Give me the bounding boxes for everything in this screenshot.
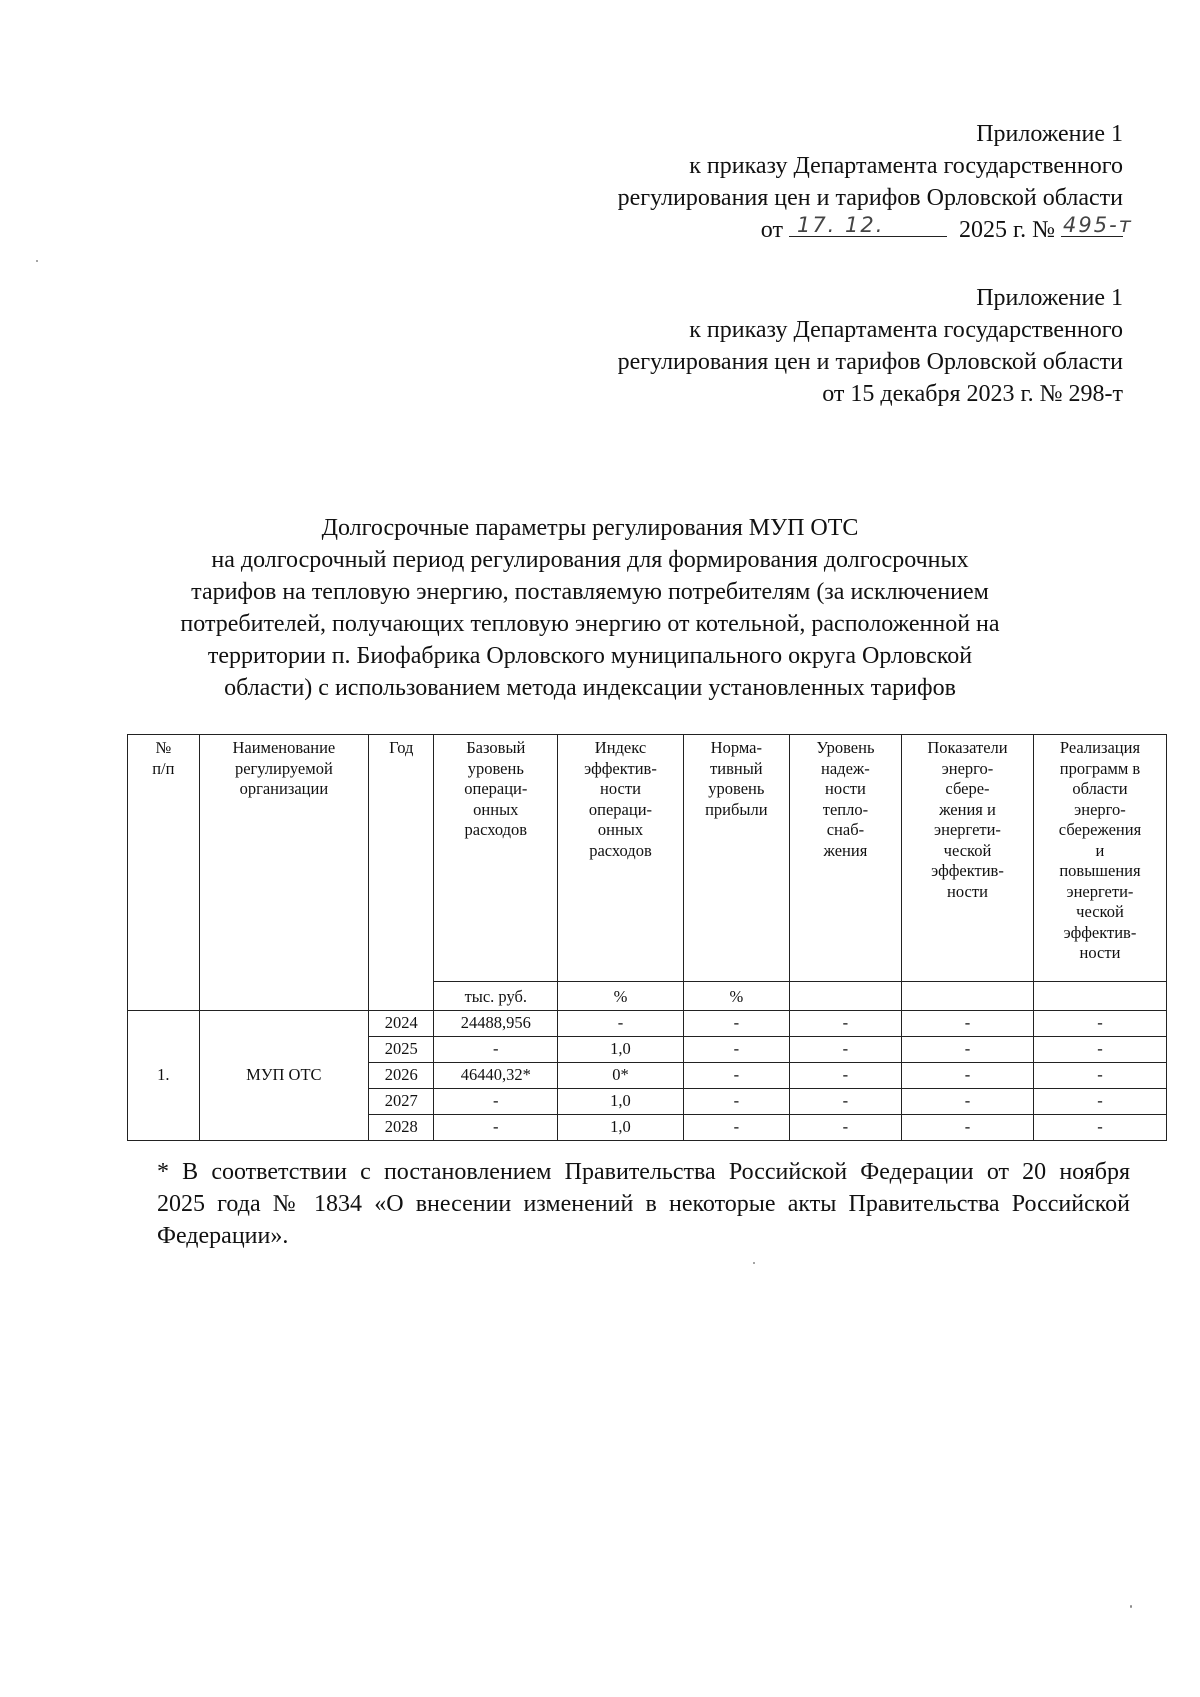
unit-programs [1033, 982, 1166, 1011]
year-text: 2025 г. № [958, 217, 1055, 243]
header-line: Показатели [927, 738, 1008, 757]
cell-profit: - [683, 1115, 789, 1141]
header-line: № [155, 738, 172, 757]
cell-programs: - [1033, 1063, 1166, 1089]
annex-current-line3: регулирования цен и тарифов Орловской области [617, 185, 1123, 211]
header-line: расходов [589, 840, 652, 860]
cell-energy: - [902, 1115, 1034, 1141]
scan-speck [36, 260, 38, 262]
cell-index: 0* [558, 1063, 684, 1089]
header-line: энерго- [941, 758, 994, 778]
cell-year: 2028 [369, 1115, 434, 1141]
title-line-4: потребителей, получающих тепловую энергию от котельной, расположенной на [180, 611, 1000, 637]
header-line: Наименование [232, 738, 336, 757]
header-line: Базовый [466, 738, 526, 757]
org-number: 1. [128, 1011, 200, 1141]
header-line: организации [239, 779, 329, 798]
cell-profit: - [683, 1037, 789, 1063]
header-line: жения [823, 840, 868, 860]
footnote-line-1: * В соответствии с постановлением Правительства Российской Федерации от 20 ноября [157, 1159, 1130, 1185]
cell-base: - [434, 1089, 558, 1115]
parameters-table [127, 734, 1167, 1141]
scan-speck [1130, 1605, 1132, 1608]
header-line: Реализация [1059, 738, 1141, 757]
cell-index: - [558, 1011, 684, 1037]
title-line-6: области) с использованием метода индексации установленных тарифов [224, 675, 956, 701]
cell-programs: - [1033, 1089, 1166, 1115]
unit-profit: % [683, 982, 789, 1011]
header-line: эффектив- [931, 861, 1004, 880]
cell-index: 1,0 [558, 1037, 684, 1063]
cell-programs: - [1033, 1011, 1166, 1037]
header-line: энергети- [1066, 881, 1134, 901]
header-line: тепло- [822, 799, 869, 819]
number-blank [1061, 213, 1133, 237]
cell-year: 2026 [369, 1063, 434, 1089]
header-line: операци- [464, 779, 528, 798]
title-line-1: Долгосрочные параметры регулирования МУП ОТС [321, 515, 859, 541]
scan-speck [753, 1262, 755, 1264]
cell-index: 1,0 [558, 1089, 684, 1115]
annex-original-block [618, 282, 1123, 410]
header-line: и [1095, 840, 1105, 860]
annex-original-line2: к приказу Департамента государственного [689, 317, 1123, 343]
document-title [140, 512, 1040, 704]
annex-original-line3: регулирования цен и тарифов Орловской области [617, 349, 1123, 375]
footnote-line-3: Федерации». [157, 1223, 289, 1249]
footnote [157, 1156, 1130, 1252]
cell-index: 1,0 [558, 1115, 684, 1141]
cell-year: 2027 [369, 1089, 434, 1115]
cell-base: - [434, 1037, 558, 1063]
cell-reliability: - [789, 1011, 901, 1037]
header-line: повышения [1059, 861, 1141, 880]
date-blank [789, 214, 947, 237]
header-line: онных [473, 799, 519, 819]
header-line: программ в [1059, 758, 1141, 778]
header-line: операци- [588, 799, 653, 819]
header-line: п/п [152, 758, 175, 778]
header-line: расходов [464, 820, 528, 839]
header-org [199, 735, 368, 1011]
header-line: сбережения [1058, 820, 1142, 839]
cell-year: 2024 [369, 1011, 434, 1037]
annex-current-title: Приложение 1 [976, 121, 1123, 147]
cell-profit: - [683, 1063, 789, 1089]
unit-base: тыс. руб. [434, 982, 558, 1011]
cell-energy: - [902, 1089, 1034, 1115]
annex-current-date-line [618, 213, 1133, 246]
header-profit-level [683, 735, 789, 982]
header-line: эффектив- [1063, 922, 1137, 942]
header-reliability [789, 735, 901, 982]
header-line: онных [597, 820, 644, 839]
cell-reliability: - [789, 1037, 901, 1063]
table-row [128, 1011, 1167, 1037]
handwritten-number: 495-т [1063, 213, 1133, 237]
cell-base: - [434, 1115, 558, 1141]
header-line: ности [600, 779, 641, 798]
header-line: Норма- [710, 738, 762, 757]
annex-current-block [617, 118, 1133, 246]
header-programs [1033, 735, 1166, 982]
cell-reliability: - [789, 1089, 901, 1115]
header-line: энерго- [1074, 799, 1126, 819]
footnote-line-2: 2025 года № 1834 «О внесении изменений в некоторые акты Правительства Российской [157, 1191, 1130, 1217]
header-line: жения и [939, 799, 996, 819]
title-line-5: территории п. Биофабрика Орловского муниципального округа Орловской [207, 643, 973, 669]
annex-original-line4: от 15 декабря 2023 г. № 298-т [822, 381, 1123, 407]
cell-profit: - [683, 1011, 789, 1037]
header-line: ности [947, 881, 988, 901]
header-line: регулируемой [234, 758, 333, 778]
header-line: ности [824, 779, 866, 798]
cell-base: 46440,32* [434, 1063, 558, 1089]
header-line: уровень [708, 779, 765, 798]
title-line-3: тарифов на тепловую энергию, поставляемую потребителям (за исключением [191, 579, 989, 605]
unit-reliability [789, 982, 901, 1011]
annex-original-title: Приложение 1 [976, 285, 1123, 311]
date-prefix: от [760, 217, 783, 243]
org-name: МУП ОТС [199, 1011, 368, 1141]
header-line: Индекс [594, 738, 647, 757]
cell-base: 24488,956 [434, 1011, 558, 1037]
header-line: Уровень [816, 738, 875, 757]
header-efficiency-index [558, 735, 684, 982]
header-line: эффектив- [584, 758, 657, 778]
table-header-row [128, 735, 1167, 982]
cell-programs: - [1033, 1115, 1166, 1141]
header-line: снаб- [826, 820, 865, 839]
header-line: ности [1079, 943, 1121, 962]
cell-profit: - [683, 1089, 789, 1115]
cell-reliability: - [789, 1063, 901, 1089]
header-line: прибыли [705, 799, 768, 819]
unit-energy [902, 982, 1034, 1011]
header-energy-saving [902, 735, 1034, 982]
header-line: области [1072, 779, 1128, 798]
cell-programs: - [1033, 1037, 1166, 1063]
header-line: сбере- [945, 779, 990, 798]
handwritten-date: 17. 12. [796, 213, 885, 237]
cell-year: 2025 [369, 1037, 434, 1063]
unit-index: % [558, 982, 684, 1011]
header-line: тивный [710, 758, 763, 778]
annex-current-line2: к приказу Департамента государственного [689, 153, 1123, 179]
header-line: энергети- [934, 820, 1001, 839]
header-line: ческой [1076, 902, 1124, 921]
header-base-level [434, 735, 558, 982]
cell-energy: - [902, 1063, 1034, 1089]
cell-reliability: - [789, 1115, 901, 1141]
header-line: надеж- [821, 758, 870, 778]
header-num [128, 735, 200, 1011]
header-line: Год [389, 738, 414, 757]
cell-energy: - [902, 1011, 1034, 1037]
header-line: уровень [467, 758, 524, 778]
cell-energy: - [902, 1037, 1034, 1063]
header-year [369, 735, 434, 1011]
header-line: ческой [943, 840, 992, 860]
title-line-2: на долгосрочный период регулирования для формирования долгосрочных [211, 547, 969, 573]
